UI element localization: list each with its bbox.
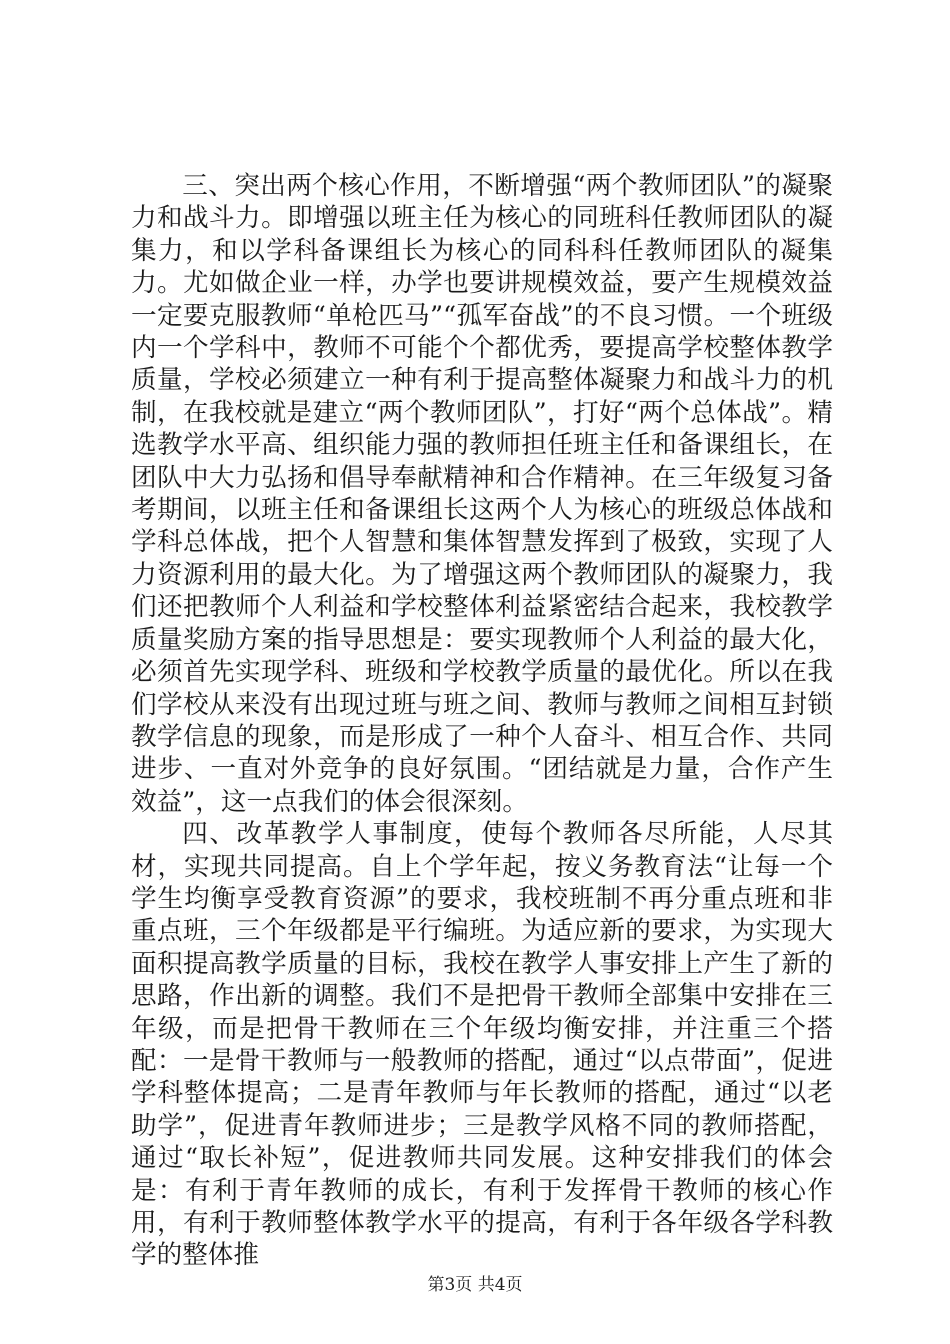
document-body xyxy=(131,170,833,1272)
paragraph-section-three: 三、突出两个核心作用，不断增强“两个教师团队”的凝聚力和战斗力。即增强以班主任为核心的同班科任教师团队的凝集力，和以学科备课组长为核心的同科科任教师团队的凝集力。尤如做企业一样，办学也要讲规模效益，要产生规模效益一定要克服教师“单枪匹马”“孤军奋战”的不良习惯。一个班级内一个学科中，教师不可能个个都优秀，要提高学校整体教学质量，学校必须建立一种有利于提高整体凝聚力和战斗力的机制，在我校就是建立“两个教师团队”，打好“两个总体战”。精选教学水平高、组织能力强的教师担任班主任和备课组长，在团队中大力弘扬和倡导奉献精神和合作精神。在三年级复习备考期间，以班主任和备课组长这两个人为核心的班级总体战和学科总体战，把个人智慧和集体智慧发挥到了极致，实现了人力资源利用的最大化。为了增强这两个教师团队的凝聚力，我们还把教师个人利益和学校整体利益紧密结合起来，我校教学质量奖励方案的指导思想是：要实现教师个人利益的最大化，必须首先实现学科、班级和学校教学质量的最优化。所以在我们学校从来没有出现过班与班之间、教师与教师之间相互封锁教学信息的现象，而是形成了一种个人奋斗、相互合作、共同进步、一直对外竞争的良好氛围。“团结就是力量，合作产生效益”，这一点我们的体会很深刻。 xyxy=(131,171,833,817)
page-footer: 第3页 共4页 xyxy=(427,1275,523,1295)
paragraph-section-four: 四、改革教学人事制度，使每个教师各尽所能，人尽其材，实现共同提高。自上个学年起，按义务教育法“让每一个学生均衡享受教育资源”的要求，我校班制不再分重点班和非重点班，三个年级都是平行编班。为适应新的要求，为实现大面积提高教学质量的目标，我校在教学人事安排上产生了新的思路，作出新的调整。我们不是把骨干教师全部集中安排在三年级，而是把骨干教师在三个年级均衡安排，并注重三个搭配：一是骨干教师与一般教师的搭配，通过“以点带面”，促进学科整体提高；二是青年教师与年长教师的搭配，通过“以老助学”，促进青年教师进步；三是教学风格不同的教师搭配，通过“取长补短”，促进教师共同发展。这种安排我们的体会是：有利于青年教师的成长，有利于发挥骨干教师的核心作用，有利于教师整体教学水平的提高，有利于各年级各学科教学的整体推 xyxy=(131,819,833,1271)
